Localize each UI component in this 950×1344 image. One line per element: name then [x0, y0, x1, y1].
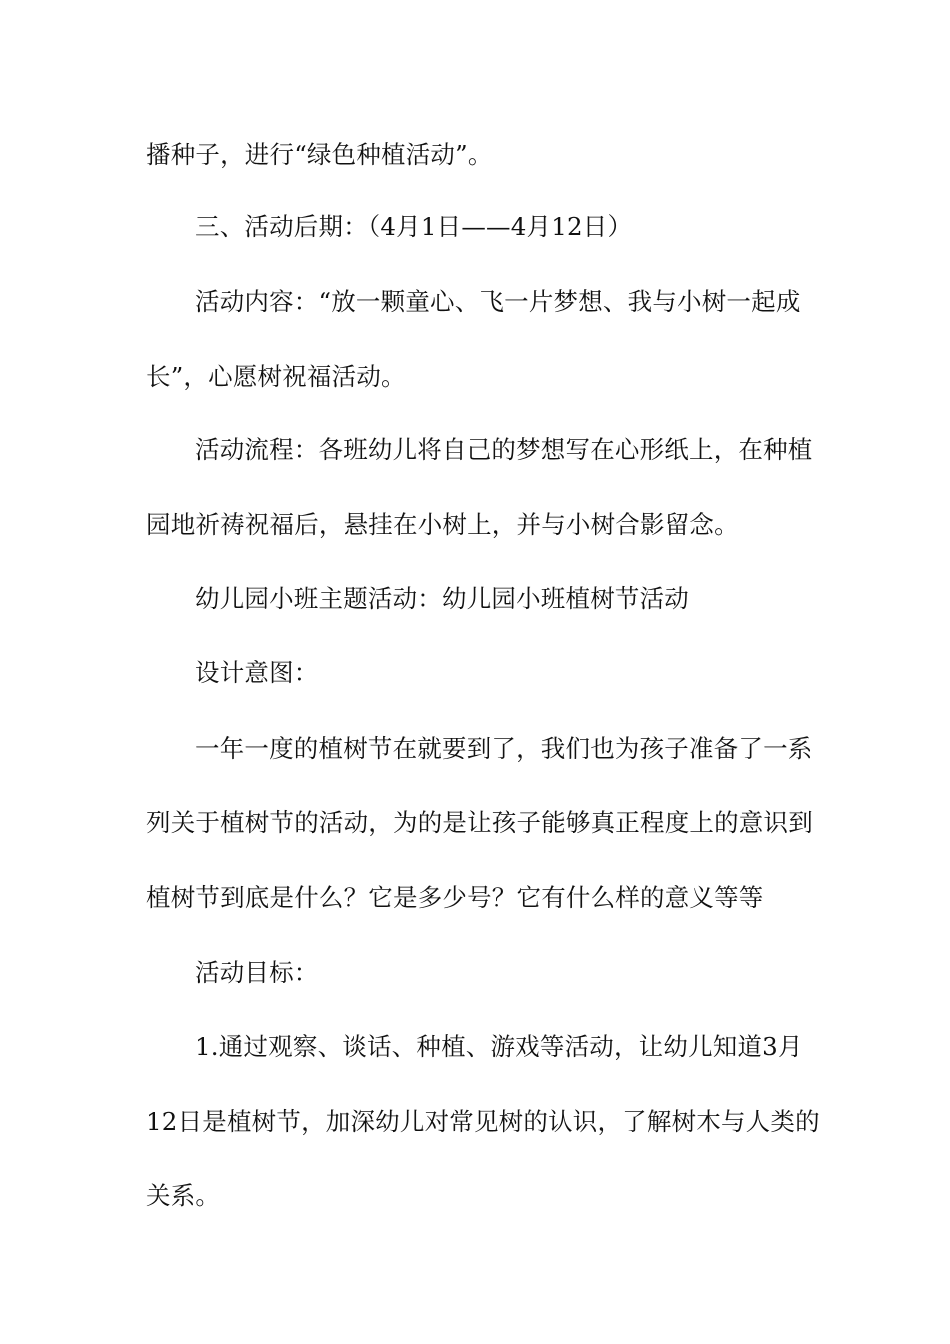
text-line-activity-content: 活动内容：“放一颗童心、飞一片梦想、我与小树一起成 [195, 287, 801, 316]
section-heading-goals: 活动目标： [195, 958, 319, 987]
text-line-13: 1.通过观察、谈话、种植、游戏等活动，让幼儿知道3月 [195, 1032, 803, 1061]
text-line-6: 园地祈祷祝福后，悬挂在小树上，并与小树合影留念。 [146, 510, 739, 539]
section-heading-design-intent: 设计意图： [195, 658, 319, 687]
text-line-9: 一年一度的植树节在就要到了，我们也为孩子准备了一系 [195, 734, 813, 763]
text-line-4: 长”，心愿树祝福活动。 [146, 362, 406, 391]
text-line-10: 列关于植树节的活动，为的是让孩子能够真正程度上的意识到 [146, 808, 813, 837]
text-line-14: 12日是植树节，加深幼儿对常见树的认识，了解树木与人类的 [146, 1107, 820, 1136]
section-title-theme-activity: 幼儿园小班主题活动：幼儿园小班植树节活动 [195, 584, 689, 613]
text-line-11: 植树节到底是什么？它是多少号？它有什么样的意义等等 [146, 883, 764, 912]
text-line-15: 关系。 [146, 1181, 221, 1210]
text-line-activity-flow: 活动流程：各班幼儿将自己的梦想写在心形纸上，在种植 [195, 435, 813, 464]
section-heading-phase-3: 三、活动后期：（4月1日——4月12日） [195, 212, 633, 241]
text-line-1: 播种子，进行“绿色种植活动”。 [146, 140, 493, 169]
